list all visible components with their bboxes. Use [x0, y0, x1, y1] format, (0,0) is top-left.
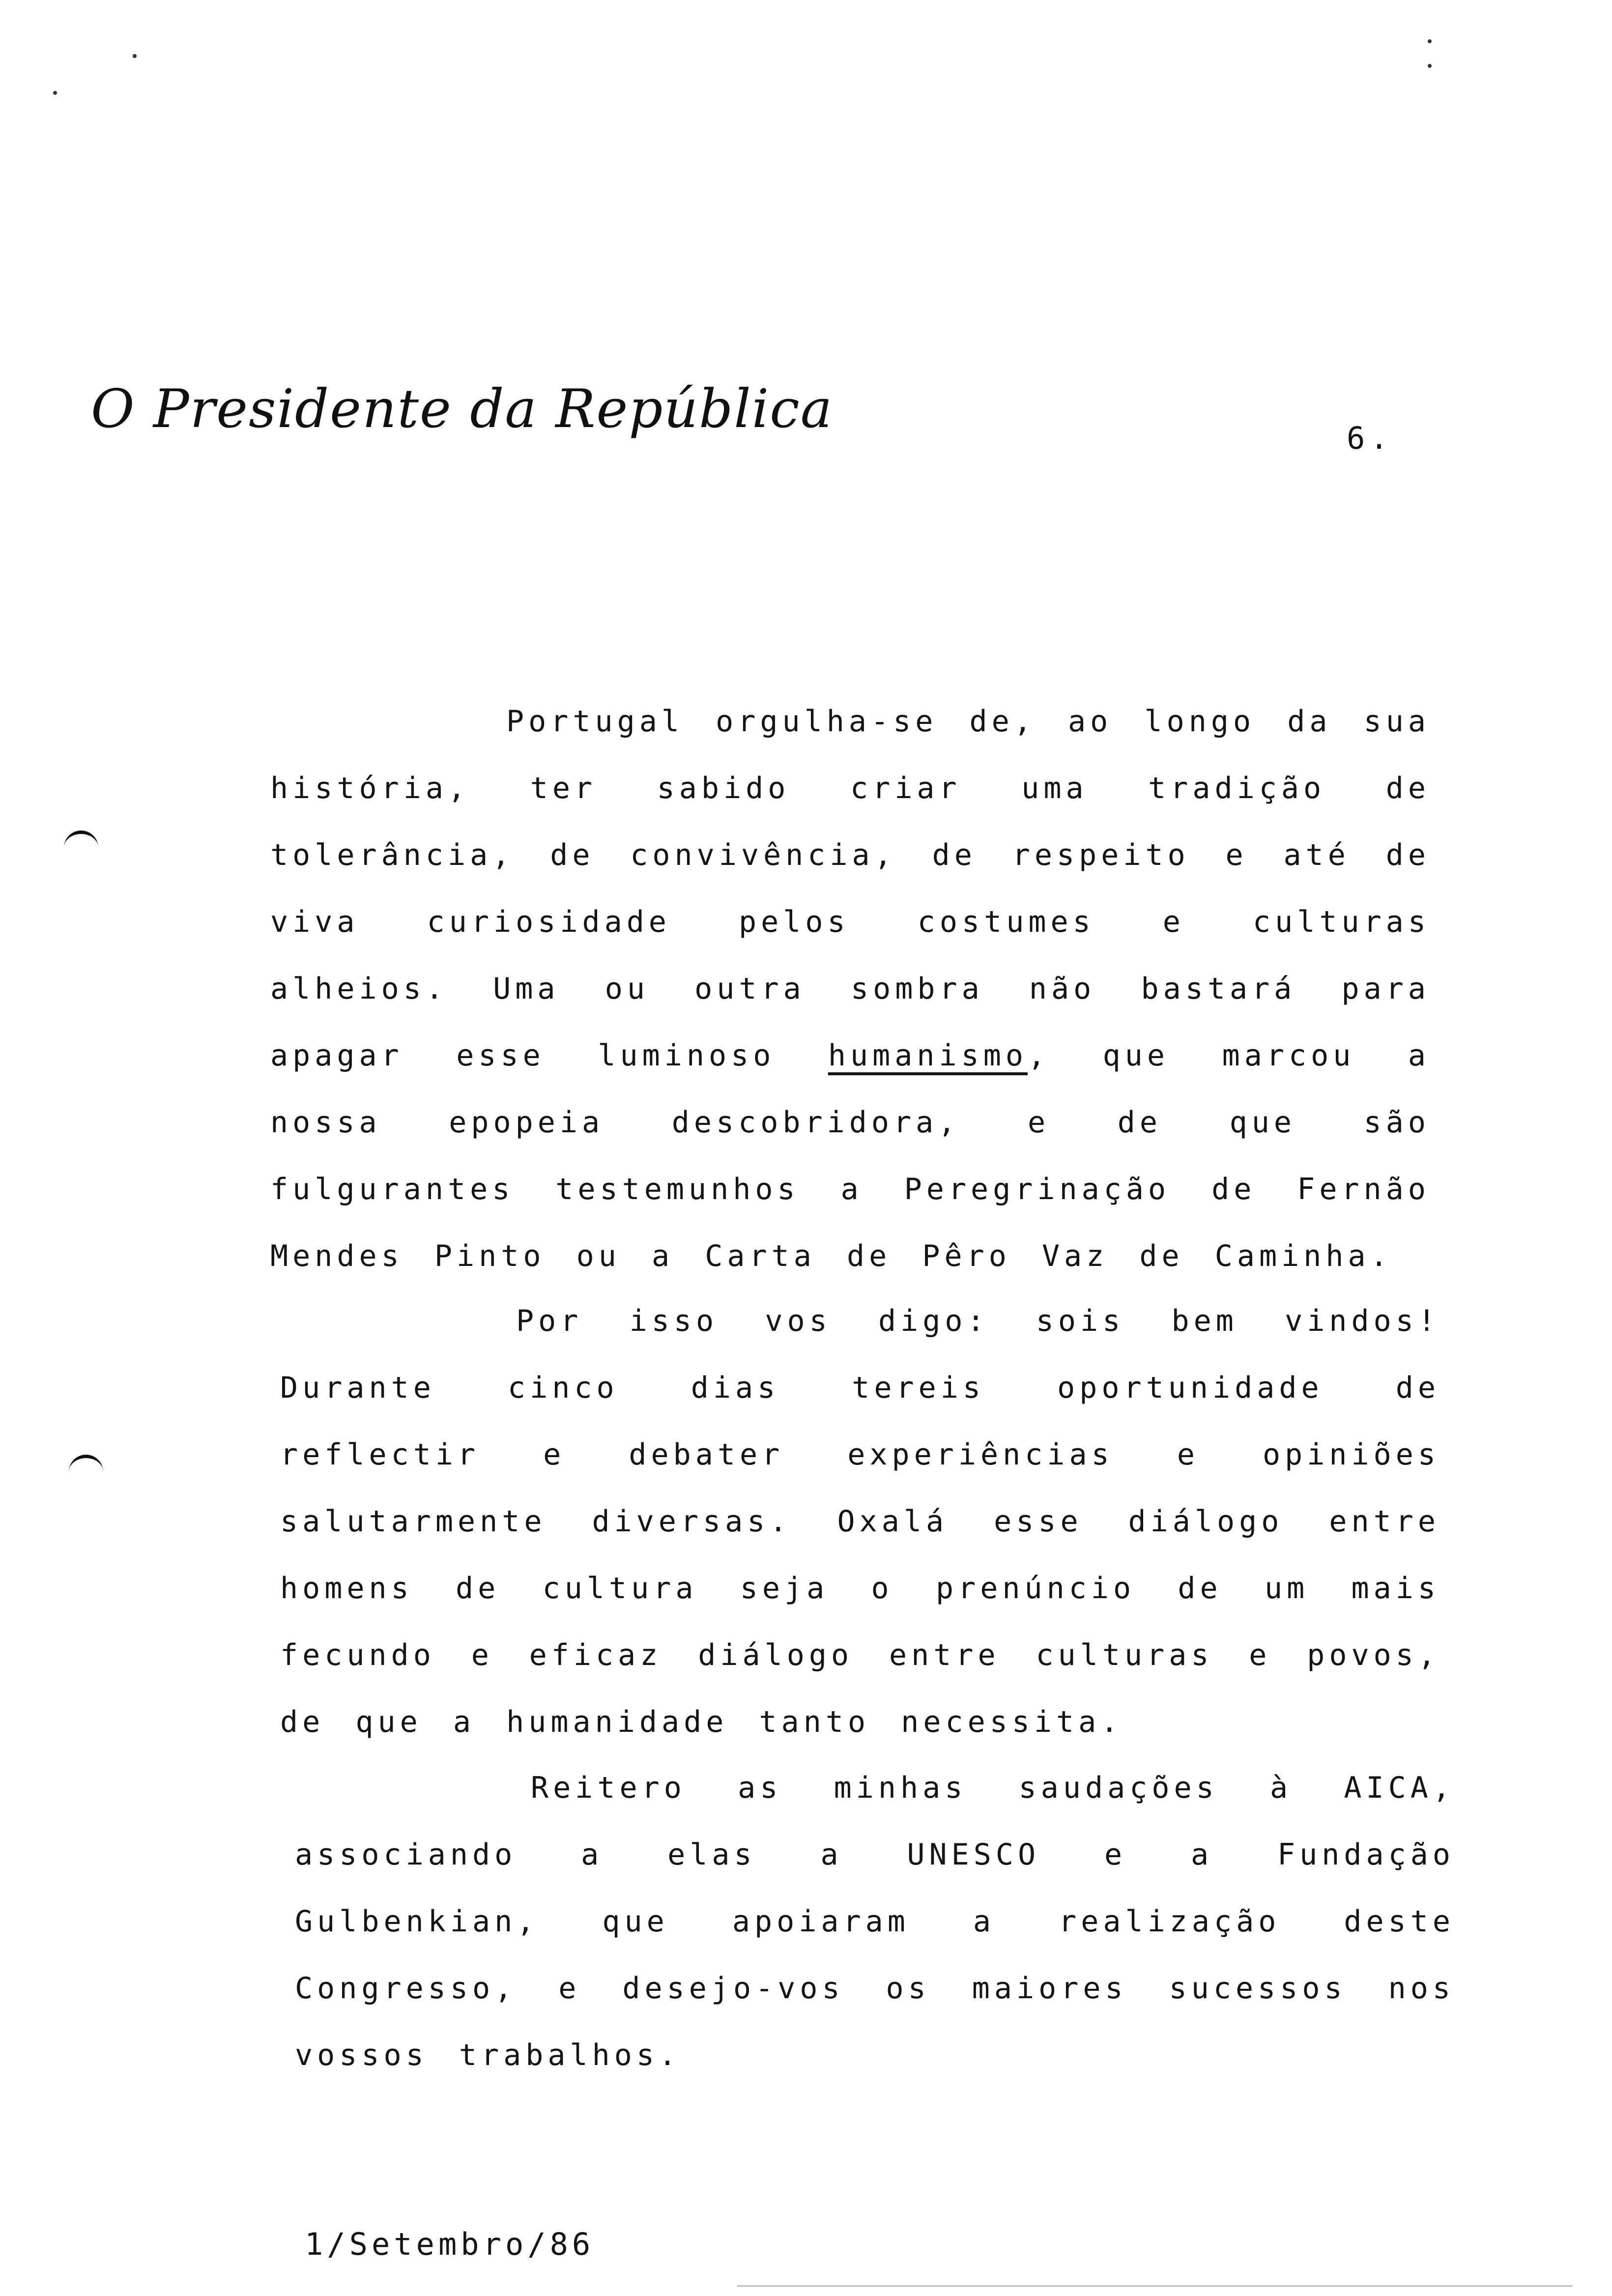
scan-speck — [1428, 64, 1432, 68]
paragraph-1-text: Portugal orgulha-se de, ao longo da sua história, ter sabido criar uma tradição de tolerância, de convivência, de respeito e até de viva curiosidade pelos costumes e culturas alheios. Uma ou outra sombra não bastará para apagar esse luminoso — [270, 704, 1430, 1073]
scan-edge-line — [737, 2285, 1573, 2287]
document-date: 1/Setembro/86 — [305, 2226, 595, 2262]
scan-speck — [1428, 39, 1432, 43]
letterhead: O Presidente da República — [91, 378, 834, 440]
paragraph-1-text-end: , que marcou a nossa epopeia descobridora, e de que são fulgurantes testemunhos a Peregrinação de Fernão Mendes Pinto ou a Carta de Pêro Vaz de Caminha. — [270, 1038, 1430, 1273]
scan-speck — [53, 91, 57, 95]
binding-mark-bottom — [69, 1455, 103, 1478]
paragraph-1 — [270, 688, 1430, 1290]
paragraph-2: Por isso vos digo: sois bem vindos! Durante cinco dias tereis oportunidade de reflectir e debater experiências e opiniões salutarmente diversas. Oxalá esse diálogo entre homens de cultura seja o prenúncio de um mais fecundo e eficaz diálogo entre culturas e povos, de que a humanidade tanto necessita. — [280, 1304, 1440, 1739]
binding-mark-top — [64, 831, 98, 854]
underlined-word: humanismo — [828, 1038, 1028, 1073]
paragraph-3: Reitero as minhas saudações à AICA, associando a elas a UNESCO e a Fundação Gulbenkian, que apoiaram a realização deste Congresso, e desejo-vos os maiores sucessos nos vossos trabalhos. — [295, 1771, 1455, 2072]
page-number: 6. — [1347, 420, 1393, 456]
scan-speck — [133, 54, 137, 58]
